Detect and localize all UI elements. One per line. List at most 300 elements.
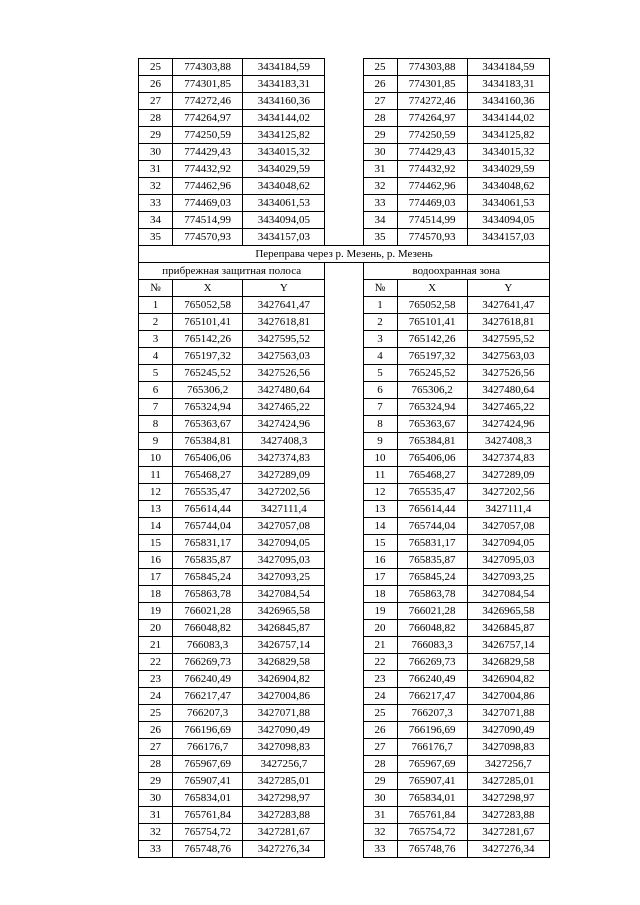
- table-row: [139, 671, 550, 688]
- right-point-number: 19: [363, 603, 397, 620]
- table-row: [139, 331, 550, 348]
- left-point-number: 33: [139, 195, 173, 212]
- left-y-coordinate: 3434015,32: [243, 144, 325, 161]
- left-y-coordinate: 3427084,54: [243, 586, 325, 603]
- right-x-coordinate: 774514,99: [397, 212, 467, 229]
- right-x-header: X: [397, 280, 467, 297]
- right-y-coordinate: 3427095,03: [467, 552, 549, 569]
- right-point-number: 29: [363, 127, 397, 144]
- left-point-number: 24: [139, 688, 173, 705]
- left-y-coordinate: 3427202,56: [243, 484, 325, 501]
- column-gap: [325, 433, 363, 450]
- left-y-coordinate: 3427424,96: [243, 416, 325, 433]
- left-x-coordinate: 765834,01: [173, 790, 243, 807]
- left-point-number: 28: [139, 110, 173, 127]
- right-y-coordinate: 3434094,05: [467, 212, 549, 229]
- right-y-coordinate: 3427256,7: [467, 756, 549, 773]
- right-x-coordinate: 774469,03: [397, 195, 467, 212]
- right-number-header: №: [363, 280, 397, 297]
- column-gap: [325, 722, 363, 739]
- left-x-coordinate: 765845,24: [173, 569, 243, 586]
- left-x-coordinate: 765142,26: [173, 331, 243, 348]
- column-gap: [325, 518, 363, 535]
- left-number-header: №: [139, 280, 173, 297]
- right-y-coordinate: 3427285,01: [467, 773, 549, 790]
- left-y-coordinate: 3427618,81: [243, 314, 325, 331]
- table-row: [139, 739, 550, 756]
- right-point-number: 2: [363, 314, 397, 331]
- left-point-number: 2: [139, 314, 173, 331]
- right-y-coordinate: 3434184,59: [467, 59, 549, 76]
- left-point-number: 15: [139, 535, 173, 552]
- left-x-coordinate: 774432,92: [173, 161, 243, 178]
- left-x-coordinate: 765468,27: [173, 467, 243, 484]
- right-y-header: Y: [467, 280, 549, 297]
- left-x-coordinate: 765245,52: [173, 365, 243, 382]
- column-gap: [325, 569, 363, 586]
- right-x-coordinate: 765845,24: [397, 569, 467, 586]
- right-point-number: 12: [363, 484, 397, 501]
- right-y-coordinate: 3427424,96: [467, 416, 549, 433]
- left-y-coordinate: 3426904,82: [243, 671, 325, 688]
- right-point-number: 27: [363, 739, 397, 756]
- right-x-coordinate: 765744,04: [397, 518, 467, 535]
- left-point-number: 26: [139, 76, 173, 93]
- left-x-coordinate: 765384,81: [173, 433, 243, 450]
- column-gap: [325, 365, 363, 382]
- right-point-number: 5: [363, 365, 397, 382]
- table-row: [139, 59, 550, 76]
- right-point-number: 3: [363, 331, 397, 348]
- left-y-coordinate: 3434183,31: [243, 76, 325, 93]
- right-y-coordinate: 3434160,36: [467, 93, 549, 110]
- right-y-coordinate: 3434029,59: [467, 161, 549, 178]
- column-gap: [325, 807, 363, 824]
- left-x-coordinate: 765754,72: [173, 824, 243, 841]
- left-point-number: 32: [139, 824, 173, 841]
- right-point-number: 13: [363, 501, 397, 518]
- left-y-coordinate: 3427526,56: [243, 365, 325, 382]
- column-gap: [325, 144, 363, 161]
- left-x-coordinate: 765306,2: [173, 382, 243, 399]
- table-row: [139, 195, 550, 212]
- table-row: [139, 365, 550, 382]
- column-gap: [325, 93, 363, 110]
- left-x-coordinate: 774303,88: [173, 59, 243, 76]
- right-x-coordinate: 766207,3: [397, 705, 467, 722]
- group-header-row: [139, 263, 550, 280]
- right-x-coordinate: 765834,01: [397, 790, 467, 807]
- right-x-coordinate: 765967,69: [397, 756, 467, 773]
- left-x-coordinate: 765101,41: [173, 314, 243, 331]
- table-row: [139, 314, 550, 331]
- coastal-protective-strip-header: прибрежная защитная полоса: [139, 263, 325, 280]
- table-row: [139, 484, 550, 501]
- right-y-coordinate: 3434125,82: [467, 127, 549, 144]
- left-point-number: 28: [139, 756, 173, 773]
- right-point-number: 14: [363, 518, 397, 535]
- right-x-coordinate: 766196,69: [397, 722, 467, 739]
- column-gap: [325, 841, 363, 858]
- left-y-coordinate: 3427093,25: [243, 569, 325, 586]
- table-row: [139, 807, 550, 824]
- right-y-coordinate: 3434048,62: [467, 178, 549, 195]
- right-x-coordinate: 774462,96: [397, 178, 467, 195]
- left-x-coordinate: 766217,47: [173, 688, 243, 705]
- left-y-coordinate: 3427595,52: [243, 331, 325, 348]
- right-x-coordinate: 765324,94: [397, 399, 467, 416]
- left-point-number: 27: [139, 93, 173, 110]
- right-y-coordinate: 3434157,03: [467, 229, 549, 246]
- left-point-number: 26: [139, 722, 173, 739]
- right-x-coordinate: 765245,52: [397, 365, 467, 382]
- right-point-number: 7: [363, 399, 397, 416]
- right-point-number: 17: [363, 569, 397, 586]
- right-y-coordinate: 3427098,83: [467, 739, 549, 756]
- left-y-coordinate: 3434157,03: [243, 229, 325, 246]
- right-y-coordinate: 3426904,82: [467, 671, 549, 688]
- right-x-coordinate: 765197,32: [397, 348, 467, 365]
- right-x-coordinate: 774250,59: [397, 127, 467, 144]
- right-y-coordinate: 3427480,64: [467, 382, 549, 399]
- right-point-number: 25: [363, 705, 397, 722]
- right-point-number: 32: [363, 824, 397, 841]
- left-x-coordinate: 765835,87: [173, 552, 243, 569]
- left-x-coordinate: 774301,85: [173, 76, 243, 93]
- left-x-coordinate: 766196,69: [173, 722, 243, 739]
- crossing-rows-section: [139, 297, 550, 858]
- right-y-coordinate: 3434061,53: [467, 195, 549, 212]
- left-y-coordinate: 3434144,02: [243, 110, 325, 127]
- column-gap: [325, 161, 363, 178]
- left-x-coordinate: 765535,47: [173, 484, 243, 501]
- left-point-number: 29: [139, 773, 173, 790]
- left-y-coordinate: 3427283,88: [243, 807, 325, 824]
- left-point-number: 14: [139, 518, 173, 535]
- column-gap: [325, 484, 363, 501]
- left-y-coordinate: 3427408,3: [243, 433, 325, 450]
- table-row: [139, 501, 550, 518]
- left-y-coordinate: 3427289,09: [243, 467, 325, 484]
- column-gap: [325, 756, 363, 773]
- left-x-coordinate: 774570,93: [173, 229, 243, 246]
- table-row: [139, 297, 550, 314]
- right-y-coordinate: 3427202,56: [467, 484, 549, 501]
- left-y-coordinate: 3427641,47: [243, 297, 325, 314]
- left-y-coordinate: 3427281,67: [243, 824, 325, 841]
- right-y-coordinate: 3427563,03: [467, 348, 549, 365]
- right-x-coordinate: 774303,88: [397, 59, 467, 76]
- right-x-coordinate: 765761,84: [397, 807, 467, 824]
- right-point-number: 34: [363, 212, 397, 229]
- water-protection-zone-header: водоохранная зона: [363, 263, 550, 280]
- left-y-coordinate: 3434184,59: [243, 59, 325, 76]
- right-x-coordinate: 765863,78: [397, 586, 467, 603]
- left-x-coordinate: 774469,03: [173, 195, 243, 212]
- right-y-coordinate: 3427465,22: [467, 399, 549, 416]
- column-gap: [325, 212, 363, 229]
- left-x-coordinate: 766207,3: [173, 705, 243, 722]
- left-y-coordinate: 3426965,58: [243, 603, 325, 620]
- table-row: [139, 110, 550, 127]
- right-x-coordinate: 765142,26: [397, 331, 467, 348]
- right-y-coordinate: 3426965,58: [467, 603, 549, 620]
- table-row: [139, 467, 550, 484]
- right-point-number: 9: [363, 433, 397, 450]
- right-x-coordinate: 765831,17: [397, 535, 467, 552]
- left-y-coordinate: 3427057,08: [243, 518, 325, 535]
- right-x-coordinate: 765384,81: [397, 433, 467, 450]
- right-point-number: 26: [363, 76, 397, 93]
- left-x-coordinate: 774264,97: [173, 110, 243, 127]
- column-gap: [325, 688, 363, 705]
- right-y-coordinate: 3427090,49: [467, 722, 549, 739]
- table-row: [139, 399, 550, 416]
- table-row: [139, 535, 550, 552]
- left-y-coordinate: 3434048,62: [243, 178, 325, 195]
- table-row: [139, 76, 550, 93]
- left-point-number: 11: [139, 467, 173, 484]
- section-header: [139, 246, 550, 297]
- right-y-coordinate: 3426829,58: [467, 654, 549, 671]
- right-point-number: 24: [363, 688, 397, 705]
- column-gap: [325, 416, 363, 433]
- table-row: [139, 637, 550, 654]
- right-point-number: 31: [363, 161, 397, 178]
- right-x-coordinate: 765306,2: [397, 382, 467, 399]
- left-x-coordinate: 774429,43: [173, 144, 243, 161]
- table-row: [139, 518, 550, 535]
- left-point-number: 7: [139, 399, 173, 416]
- column-gap: [325, 399, 363, 416]
- left-x-coordinate: 765863,78: [173, 586, 243, 603]
- table-row: [139, 569, 550, 586]
- right-point-number: 6: [363, 382, 397, 399]
- right-y-coordinate: 3427057,08: [467, 518, 549, 535]
- left-point-number: 13: [139, 501, 173, 518]
- section-title-row: [139, 246, 550, 263]
- right-point-number: 11: [363, 467, 397, 484]
- right-x-coordinate: 766083,3: [397, 637, 467, 654]
- table-row: [139, 620, 550, 637]
- left-point-number: 35: [139, 229, 173, 246]
- right-point-number: 25: [363, 59, 397, 76]
- column-gap: [325, 263, 363, 280]
- right-x-coordinate: 766240,49: [397, 671, 467, 688]
- left-point-number: 33: [139, 841, 173, 858]
- column-gap: [325, 76, 363, 93]
- column-gap: [325, 314, 363, 331]
- left-point-number: 23: [139, 671, 173, 688]
- right-point-number: 18: [363, 586, 397, 603]
- left-point-number: 25: [139, 705, 173, 722]
- right-y-coordinate: 3427071,88: [467, 705, 549, 722]
- right-point-number: 20: [363, 620, 397, 637]
- left-x-coordinate: 765324,94: [173, 399, 243, 416]
- left-point-number: 6: [139, 382, 173, 399]
- left-y-coordinate: 3427563,03: [243, 348, 325, 365]
- left-y-coordinate: 3427480,64: [243, 382, 325, 399]
- left-y-coordinate: 3427094,05: [243, 535, 325, 552]
- left-x-coordinate: 765406,06: [173, 450, 243, 467]
- table-row: [139, 229, 550, 246]
- left-point-number: 32: [139, 178, 173, 195]
- left-y-coordinate: 3434160,36: [243, 93, 325, 110]
- left-x-coordinate: 765614,44: [173, 501, 243, 518]
- right-point-number: 35: [363, 229, 397, 246]
- left-y-coordinate: 3434125,82: [243, 127, 325, 144]
- column-gap: [325, 773, 363, 790]
- right-point-number: 26: [363, 722, 397, 739]
- right-y-coordinate: 3427084,54: [467, 586, 549, 603]
- right-y-coordinate: 3426845,87: [467, 620, 549, 637]
- left-point-number: 27: [139, 739, 173, 756]
- left-point-number: 19: [139, 603, 173, 620]
- column-gap: [325, 331, 363, 348]
- left-point-number: 10: [139, 450, 173, 467]
- column-gap: [325, 59, 363, 76]
- column-gap: [325, 705, 363, 722]
- coordinates-table: [138, 58, 550, 858]
- right-y-coordinate: 3427408,3: [467, 433, 549, 450]
- section-title: Переправа через р. Мезень, р. Мезень: [139, 246, 550, 263]
- right-y-coordinate: 3427004,86: [467, 688, 549, 705]
- right-point-number: 30: [363, 144, 397, 161]
- left-x-coordinate: 774250,59: [173, 127, 243, 144]
- table-row: [139, 654, 550, 671]
- right-point-number: 23: [363, 671, 397, 688]
- right-y-coordinate: 3427526,56: [467, 365, 549, 382]
- left-point-number: 22: [139, 654, 173, 671]
- right-x-coordinate: 766176,7: [397, 739, 467, 756]
- table-row: [139, 348, 550, 365]
- left-point-number: 9: [139, 433, 173, 450]
- left-point-number: 31: [139, 161, 173, 178]
- left-y-coordinate: 3427276,34: [243, 841, 325, 858]
- right-y-coordinate: 3427276,34: [467, 841, 549, 858]
- left-x-coordinate: 766176,7: [173, 739, 243, 756]
- right-x-coordinate: 765363,67: [397, 416, 467, 433]
- left-y-coordinate: 3427004,86: [243, 688, 325, 705]
- left-y-coordinate: 3427090,49: [243, 722, 325, 739]
- left-point-number: 17: [139, 569, 173, 586]
- left-x-coordinate: 765052,58: [173, 297, 243, 314]
- left-y-coordinate: 3434029,59: [243, 161, 325, 178]
- left-x-coordinate: 765761,84: [173, 807, 243, 824]
- right-point-number: 22: [363, 654, 397, 671]
- right-y-coordinate: 3427111,4: [467, 501, 549, 518]
- left-y-coordinate: 3427285,01: [243, 773, 325, 790]
- left-y-coordinate: 3434061,53: [243, 195, 325, 212]
- column-gap: [325, 501, 363, 518]
- table-row: [139, 586, 550, 603]
- column-gap: [325, 297, 363, 314]
- left-point-number: 4: [139, 348, 173, 365]
- left-point-number: 5: [139, 365, 173, 382]
- column-gap: [325, 790, 363, 807]
- right-x-coordinate: 765468,27: [397, 467, 467, 484]
- column-gap: [325, 620, 363, 637]
- right-point-number: 33: [363, 841, 397, 858]
- left-point-number: 31: [139, 807, 173, 824]
- table-row: [139, 705, 550, 722]
- right-x-coordinate: 774272,46: [397, 93, 467, 110]
- right-y-coordinate: 3427374,83: [467, 450, 549, 467]
- right-x-coordinate: 765614,44: [397, 501, 467, 518]
- right-y-coordinate: 3427289,09: [467, 467, 549, 484]
- table-row: [139, 416, 550, 433]
- right-x-coordinate: 765101,41: [397, 314, 467, 331]
- left-y-coordinate: 3434094,05: [243, 212, 325, 229]
- right-x-coordinate: 765907,41: [397, 773, 467, 790]
- table-row: [139, 212, 550, 229]
- column-gap: [325, 127, 363, 144]
- right-point-number: 33: [363, 195, 397, 212]
- table-row: [139, 688, 550, 705]
- column-gap: [325, 535, 363, 552]
- column-gap: [325, 586, 363, 603]
- right-point-number: 1: [363, 297, 397, 314]
- right-y-coordinate: 3434183,31: [467, 76, 549, 93]
- right-point-number: 28: [363, 756, 397, 773]
- left-x-coordinate: 766083,3: [173, 637, 243, 654]
- left-x-coordinate: 765197,32: [173, 348, 243, 365]
- left-x-coordinate: 774272,46: [173, 93, 243, 110]
- column-gap: [325, 382, 363, 399]
- right-x-coordinate: 774429,43: [397, 144, 467, 161]
- column-gap: [325, 229, 363, 246]
- table-row: [139, 722, 550, 739]
- table-row: [139, 93, 550, 110]
- right-point-number: 4: [363, 348, 397, 365]
- column-gap: [325, 552, 363, 569]
- left-x-coordinate: 774514,99: [173, 212, 243, 229]
- right-y-coordinate: 3427093,25: [467, 569, 549, 586]
- right-y-coordinate: 3427618,81: [467, 314, 549, 331]
- left-x-coordinate: 765967,69: [173, 756, 243, 773]
- right-point-number: 30: [363, 790, 397, 807]
- left-x-coordinate: 765748,76: [173, 841, 243, 858]
- right-x-coordinate: 765535,47: [397, 484, 467, 501]
- left-point-number: 20: [139, 620, 173, 637]
- right-x-coordinate: 766021,28: [397, 603, 467, 620]
- left-point-number: 1: [139, 297, 173, 314]
- right-x-coordinate: 774301,85: [397, 76, 467, 93]
- left-y-coordinate: 3427256,7: [243, 756, 325, 773]
- left-y-coordinate: 3426829,58: [243, 654, 325, 671]
- right-x-coordinate: 765052,58: [397, 297, 467, 314]
- right-y-coordinate: 3434144,02: [467, 110, 549, 127]
- left-y-header: Y: [243, 280, 325, 297]
- right-point-number: 28: [363, 110, 397, 127]
- right-y-coordinate: 3434015,32: [467, 144, 549, 161]
- left-x-header: X: [173, 280, 243, 297]
- right-point-number: 27: [363, 93, 397, 110]
- table-row: [139, 144, 550, 161]
- table-row: [139, 773, 550, 790]
- left-point-number: 29: [139, 127, 173, 144]
- left-y-coordinate: 3426845,87: [243, 620, 325, 637]
- column-gap: [325, 654, 363, 671]
- table-row: [139, 450, 550, 467]
- right-x-coordinate: 765748,76: [397, 841, 467, 858]
- left-y-coordinate: 3427465,22: [243, 399, 325, 416]
- column-gap: [325, 110, 363, 127]
- table-row: [139, 382, 550, 399]
- left-point-number: 34: [139, 212, 173, 229]
- left-y-coordinate: 3427111,4: [243, 501, 325, 518]
- right-point-number: 29: [363, 773, 397, 790]
